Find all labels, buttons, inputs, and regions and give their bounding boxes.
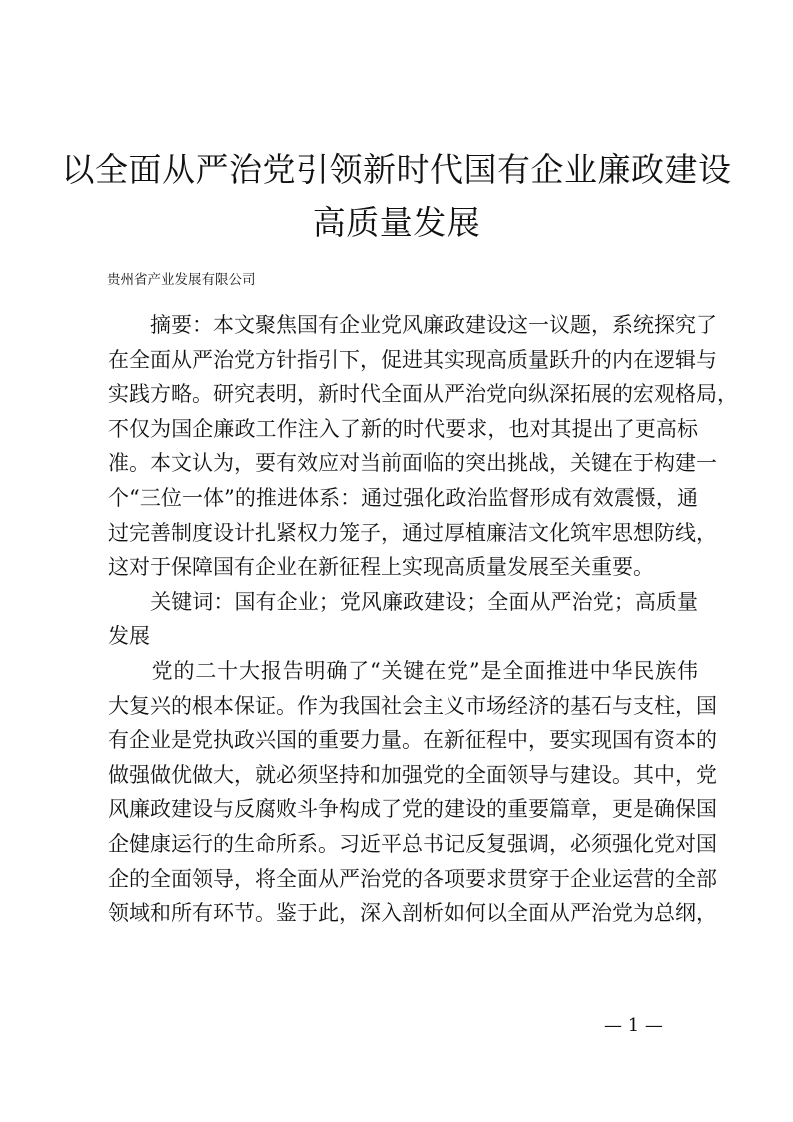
body-text-line: 个“三位一体”的推进体系：通过强化政治监督形成有效震慑，通 xyxy=(108,485,698,510)
body-text-line: 关键词：国有企业；党风廉政建设；全面从严治党；高质量 xyxy=(108,589,698,614)
title-line-2: 高质量发展 xyxy=(312,203,481,242)
body-text-line: 实践方略。研究表明，新时代全面从严治党向纵深拓展的宏观格局， xyxy=(108,382,738,407)
body-text-line: 这对于保障国有企业在新征程上实现高质量发展至关重要。 xyxy=(108,555,654,580)
body-text-line: 在全面从严治党方针指引下，促进其实现高质量跃升的内在逻辑与 xyxy=(108,347,717,372)
body-text-line: 有企业是党执政兴国的重要力量。在新征程中，要实现国有资本的 xyxy=(108,728,717,753)
body-text-line: 领域和所有环节。鉴于此，深入剖析如何以全面从严治党为总纲， xyxy=(108,901,717,926)
body-text-line: 发展 xyxy=(108,624,150,649)
body-text-line: 不仅为国企廉政工作注入了新的时代要求，也对其提出了更高标 xyxy=(108,416,698,441)
document-title xyxy=(60,143,733,249)
body-text-line: 准。本文认为，要有效应对当前面临的突出挑战，关键在于构建一 xyxy=(108,451,717,476)
body-text-line: 大复兴的根本保证。作为我国社会主义市场经济的基石与支柱，国 xyxy=(108,693,717,718)
page-number: — 1 — xyxy=(604,1015,663,1036)
body-text-line: 党的二十大报告明确了“关键在党”是全面推进中华民族伟 xyxy=(108,658,698,683)
author-organization: 贵州省产业发展有限公司 xyxy=(107,272,256,288)
title-line-1: 以全面从严治党引领新时代国有企业廉政建设 xyxy=(61,150,732,189)
body-text-line: 摘要：本文聚焦国有企业党风廉政建设这一议题，系统探究了 xyxy=(108,313,717,337)
body-text-line: 企健康运行的生命所系。习近平总书记反复强调，必须强化党对国 xyxy=(108,831,717,856)
body-text-line: 做强做优做大，就必须坚持和加强党的全面领导与建设。其中，党 xyxy=(108,762,717,787)
body-text-line: 风廉政建设与反腐败斗争构成了党的建设的重要篇章，更是确保国 xyxy=(108,797,717,822)
body-text-line: 过完善制度设计扎紧权力笼子，通过厚植廉洁文化筑牢思想防线， xyxy=(108,520,717,545)
document-body xyxy=(108,308,738,931)
body-text-line: 企的全面领导，将全面从严治党的各项要求贯穿于企业运营的全部 xyxy=(108,866,717,891)
